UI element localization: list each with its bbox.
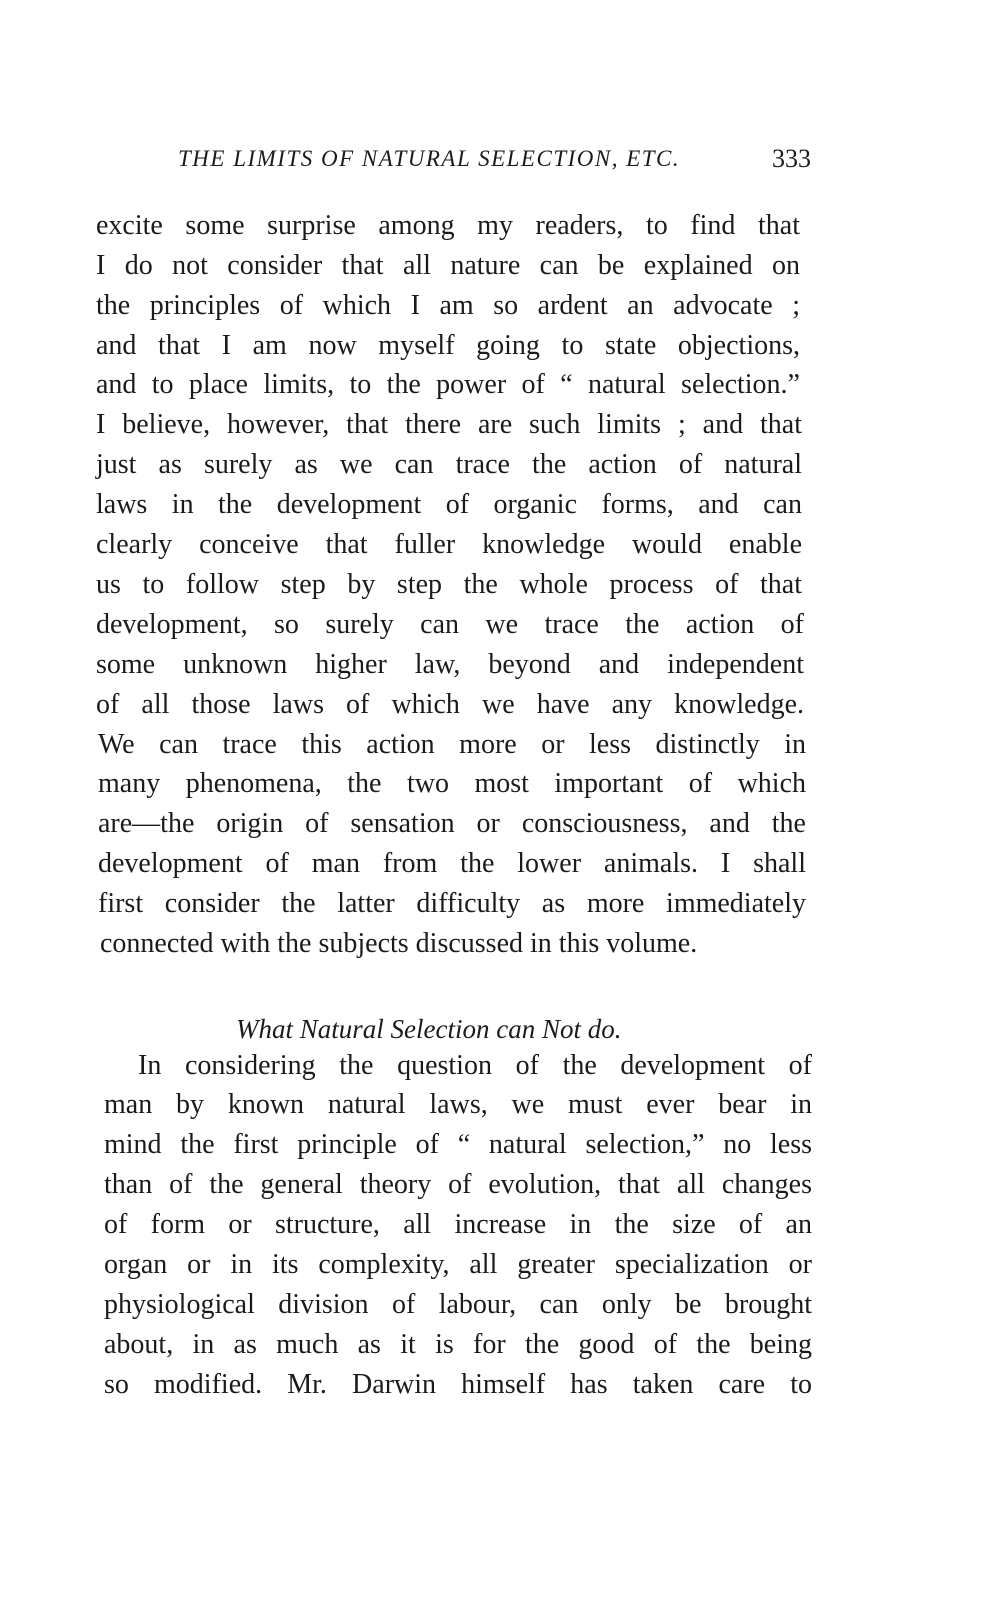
text-line: We can trace this action more or less distinctly in [98,729,806,760]
text-line: organ or in its complexity, all greater specialization or [104,1249,812,1280]
text-line: than of the general theory of evolution, that all changes [104,1169,812,1200]
text-line: so modified. Mr. Darwin himself has taken care to [104,1369,812,1400]
running-head: THE LIMITS OF NATURAL SELECTION, ETC. [178,146,681,171]
text-line: development of man from the lower animals. I shall [98,848,806,879]
text-line: and to place limits, to the power of “ natural selection.” [96,369,800,400]
text-line: are—the origin of sensation or consciousness, and the [98,808,806,839]
text-line: development, so surely can we trace the action of [96,609,804,640]
text-line: about, in as much as it is for the good of the being [104,1329,812,1360]
text-line: I believe, however, that there are such limits ; and that [96,409,802,440]
page-number: 333 [772,144,811,173]
section-heading: What Natural Selection can Not do. [236,1014,622,1044]
text-line: and that I am now myself going to state objections, [96,330,800,361]
text-line: I do not consider that all nature can be explained on [96,250,800,281]
text-line: laws in the development of organic forms, and can [96,489,802,520]
text-line: In considering the question of the development of [138,1050,812,1081]
text-line: connected with the subjects discussed in this volume. [100,928,698,959]
text-line: clearly conceive that fuller knowledge would enable [96,529,802,560]
text-line: of form or structure, all increase in the size of an [104,1209,812,1240]
text-line: the principles of which I am so ardent an advocate ; [96,290,800,321]
text-line: us to follow step by step the whole process of that [96,569,802,600]
text-line: physiological division of labour, can only be brought [104,1289,812,1320]
text-line: some unknown higher law, beyond and independent [96,649,804,680]
text-line: just as surely as we can trace the action of natural [96,449,802,480]
text-line: many phenomena, the two most important of which [98,768,806,799]
text-line: mind the first principle of “ natural selection,” no less [104,1129,812,1160]
text-line: man by known natural laws, we must ever bear in [104,1089,812,1120]
text-line: first consider the latter difficulty as more immediately [98,888,806,919]
text-line: excite some surprise among my readers, to find that [96,210,800,241]
text-line: of all those laws of which we have any knowledge. [96,689,804,720]
